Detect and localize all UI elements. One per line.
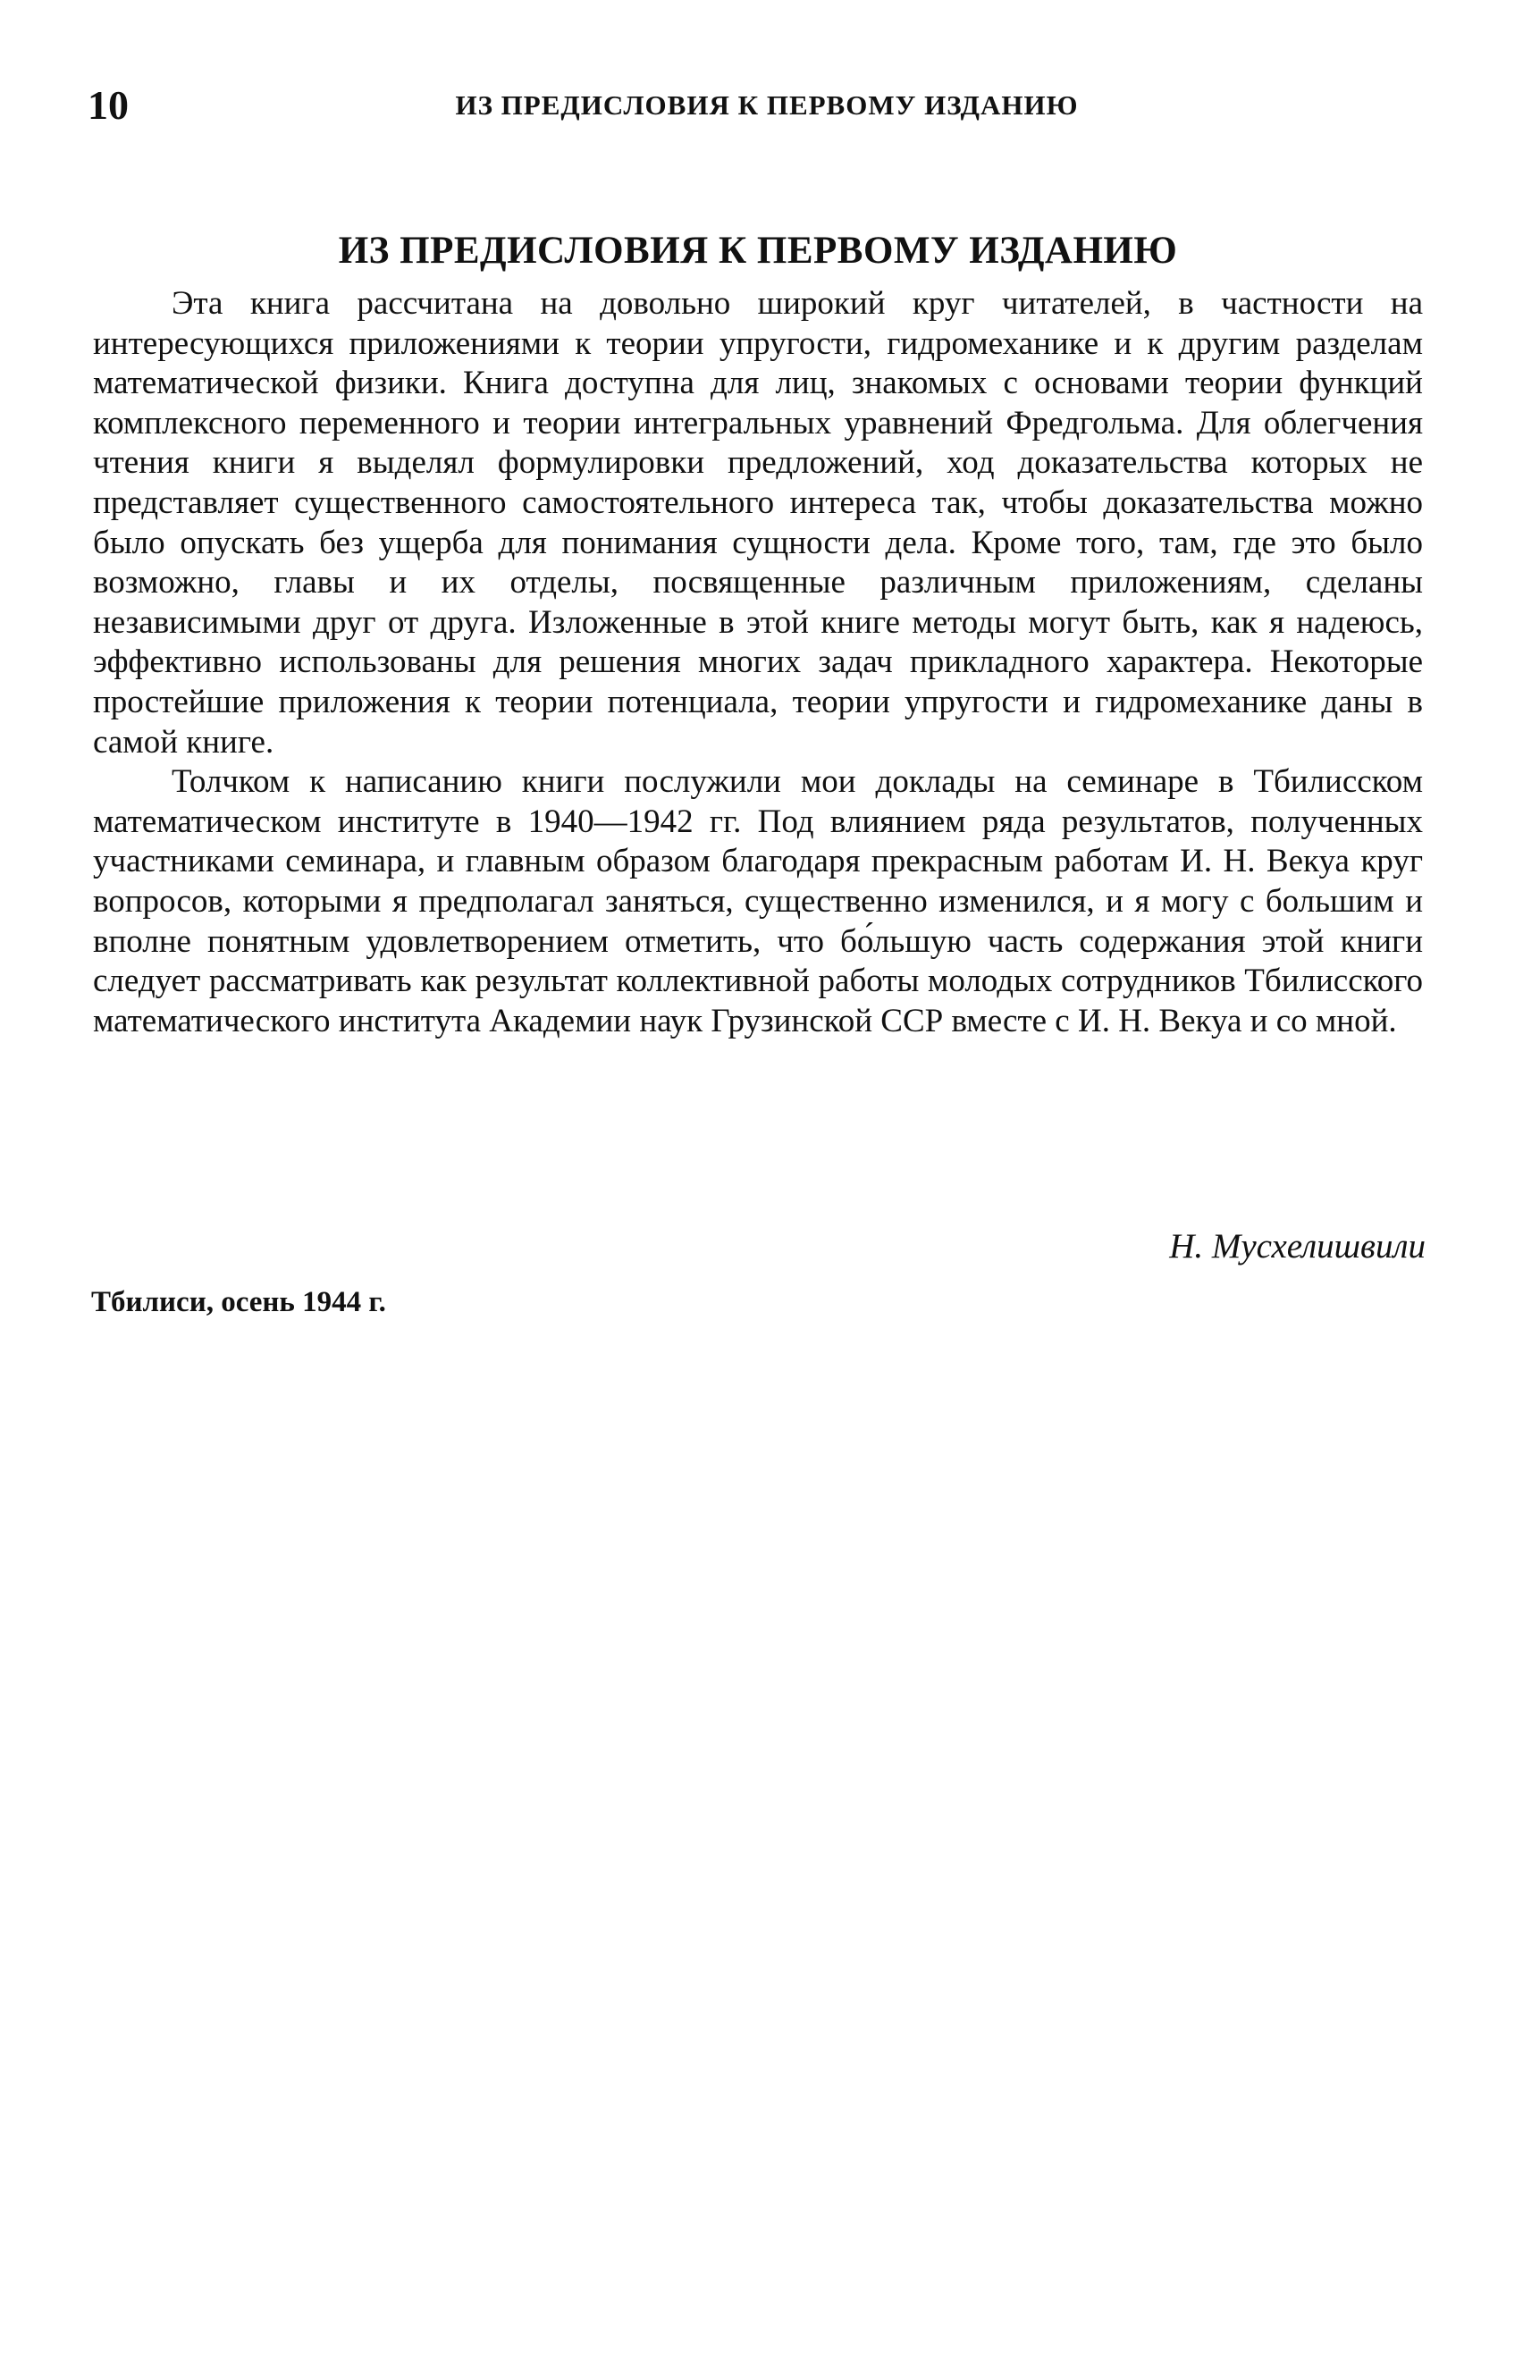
author-signature: Н. Мусхелишвили (1169, 1227, 1426, 1266)
paragraph: Эта книга рассчитана на довольно широкий круг читателей, в частности на интересующихся приложениями к теории упругости, гидромеханике и к другим разделам математической физики. Книга доступна для лиц, знакомых с основами теории функций комплексного переменного и теории интегральных уравнений Фредгольма. Для облегчения чтения книги я выделял формулировки предложений, ход доказательства которых не представляет существенного самостоятельного интереса так, чтобы доказательства можно было опускать без ущерба для понимания сущности дела. Кроме того, там, где это было возможно, главы и их отделы, посвященные различным приложениям, сделаны независимыми друг от друга. Изложенные в этой книге методы могут быть, как я надеюсь, эффективно использованы для решения многих задач прикладного характера. Некоторые простейшие приложения к теории потенциала, теории упругости и гидромеханике даны в самой книге. (93, 285, 1423, 761)
running-header (88, 79, 1428, 132)
preface-body (93, 284, 1423, 1041)
paragraph: Толчком к написанию книги послужили мои доклады на семинаре в Тбилисском математическом институте в 1940—1942 гг. Под влиянием ряда результатов, полученных участниками семинара, и главным образом благодаря прекрасным работам И. Н. Векуа круг вопросов, которыми я предполагал заняться, существенно изменился, и я могу с большим и вполне понятным удовлетворением отметить, что бо́льшую часть содержания этой книги следует рассматривать как результат коллективной работы молодых сотрудников Тбилисского математического института Академии наук Грузинской ССР вместе с И. Н. Векуа и со мной. (93, 763, 1423, 1039)
place-and-date: Тбилиси, осень 1944 г. (91, 1286, 386, 1318)
running-title: ИЗ ПРЕДИСЛОВИЯ К ПЕРВОМУ ИЗДАНИЮ (455, 89, 1079, 121)
section-title: ИЗ ПРЕДИСЛОВИЯ К ПЕРВОМУ ИЗДАНИЮ (338, 229, 1178, 272)
page-number: 10 (88, 82, 129, 128)
